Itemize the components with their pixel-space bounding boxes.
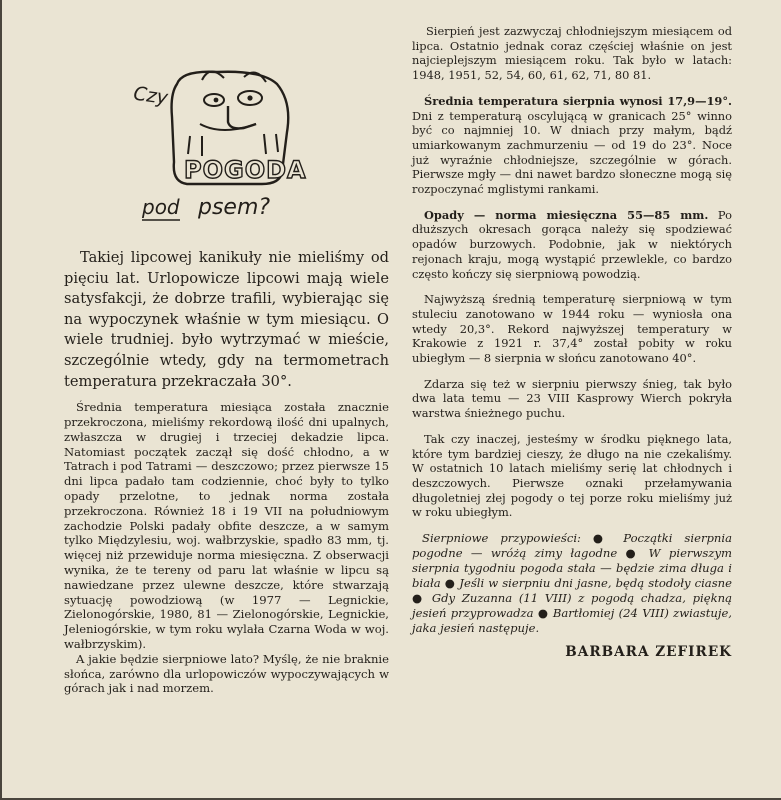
left-column <box>64 248 389 696</box>
left-paragraph-2: A jakie będzie sierpniowe lato? Myślę, że nie braknie słońca, zarówno dla urlopowiczów wypoczywających w górach jak i nad morzem. <box>64 651 389 696</box>
right-column <box>412 24 732 660</box>
logo-word-czy: Czy <box>132 82 170 110</box>
logo-word-pogoda: POGODA <box>184 156 307 184</box>
temperature-norm-text: Dni z temperaturą oscylującą w granicach 25° winno być co najmniej 10. W dniach przy małym, bądź umiarkowanym zachmurzeniu — od 19 do 23°. Noce już wyraźnie chłodniejsze, szczególnie w górach. Pierwsze mgły — dni nawet bardzo słoneczne mogą się rozpoczynać mglistymi rankami. <box>412 108 732 197</box>
rainfall-norm-text: Po dłuższych okresach gorąca należy się spodziewać opadów burzowych. Podobnie, jak w niektórych rejonach kraju, mogą wystąpić przewlekle, co bardzo często kończy się sierpniową powodzią. <box>412 207 732 281</box>
temperature-norm-heading: Średnia temperatura sierpnia wynosi 17,9—19°. <box>424 93 732 108</box>
logo-word-psem: psem? <box>198 195 271 220</box>
lead-paragraph: Takiej lipcowej kanikuły nie mieliśmy od pięciu lat. Urlopowicze lipcowi mają wiele satysfakcji, że dobrze trafili, wybierając się na wypoczynek właśnie w tym miesiącu. O wiele trudniej. było wytrzymać w mieście, szczególnie wtedy, gdy na termometrach temperatura przekraczała 30°. <box>64 249 389 390</box>
left-paragraph-1: Średnia temperatura miesiąca została znacznie przekroczona, mieliśmy rekordową ilość dni upalnych, zwłaszcza w drugiej i trzeciej dekadzie lipca. Natomiast początek zaczął się dość chłodno, a w Tatrach i pod Tatrami — deszczowo; przez pierwsze 15 dni lipca padało tam codziennie, choć były to tylko opady przelotne, to jednak norma została przekroczona. Również 18 i 19 VII na południowym zachodzie Polski padały obfite deszcze, a w samym tylko Międzylesiu, woj. wałbrzyskie, spadło 83 mm, tj. więcej niż przewiduje norma miesięczna. Z obserwacji wynika, że te tereny od paru lat właśnie w lipcu są nawiedzane przez ulewne deszcze, które stwarzają sytuację powodziową (w 1977 — Legnickie, Zielonogórskie, 1980, 81 — Zielonogórskie, Legnickie, Jeleniogórskie, w tym roku wylała Czarna Woda w woj. wałbrzyskim). <box>64 400 389 651</box>
right-paragraph-2 <box>412 94 732 197</box>
right-paragraph-1: Sierpień jest zazwyczaj chłodniejszym miesiącem od lipca. Ostatnio jednak coraz częściej właśnie on jest najcieplejszym miesiącem roku. Tak było w latach: 1948, 1951, 52, 54, 60, 61, 62, 71, 80 81. <box>412 24 732 83</box>
dog-paw-right <box>264 134 278 154</box>
author-byline: BARBARA ZEFIREK <box>565 644 732 661</box>
right-paragraph-3 <box>412 208 732 282</box>
rainfall-norm-heading: Opady — norma miesięczna 55—85 mm. <box>424 207 709 222</box>
dog-paw-left <box>188 136 202 156</box>
august-sayings: Sierpniowe przypowieści: ● Początki sierpnia pogodne — wróżą zimy łagodne ● W pierwszym sierpnia tygodniu pogoda stała — będzie zima długa i biała ● Jeśli w sierpniu dni jasne, będą stodoły ciasne ● Gdy Zuzanna (11 VIII) z pogodą chadza, piękną jesień przyprowadza ● Bartłomiej (24 VIII) zwiastuje, jaka jesień następuje. <box>412 531 732 636</box>
logo-word-pod: pod <box>142 195 180 219</box>
right-paragraph-5: Zdarza się też w sierpniu pierwszy śnieg, tak było dwa lata temu — 23 VIII Kasprowy Wierch pokryła warstwa śnieżnego puchu. <box>412 376 732 421</box>
right-paragraph-4: Najwyższą średnią temperaturę sierpniową w tym stuleciu zanotowano w 1944 roku — wyniosła ona wtedy 20,3°. Rekord najwyższej temperatury w Krakowie z 1921 r. 37,4° został pobity w roku ubiegłym — 8 sierpnia w słońcu zanotowano 40°. <box>412 292 732 366</box>
pogoda-logo <box>132 62 307 232</box>
right-paragraph-6: Tak czy inaczej, jesteśmy w środku pięknego lata, które tym bardziej cieszy, że długo na nie czekaliśmy. W ostatnich 10 latach mieliśmy serię lat chłodnych i deszczowych. Pierwsze oznaki przełamywania długoletniej złej pogody o tej porze roku mieliśmy już w roku ubiegłym. <box>412 431 732 520</box>
